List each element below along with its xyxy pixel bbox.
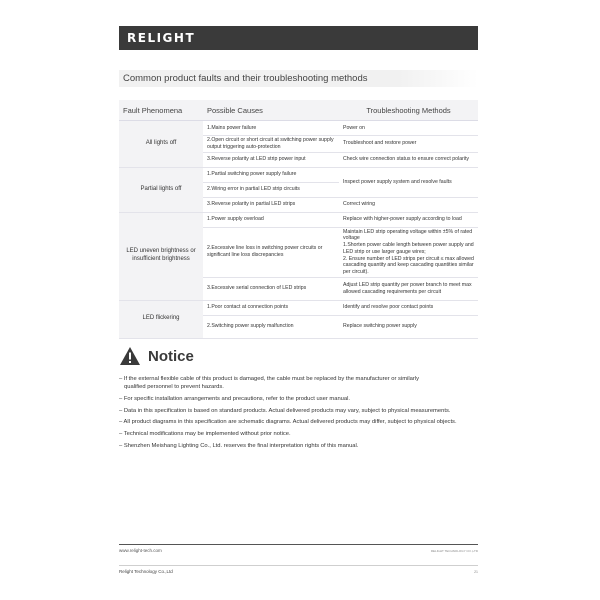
- possible-cause: 1.Power supply overload: [203, 212, 339, 227]
- troubleshooting-method: Replace with higher-power supply according to load: [339, 212, 478, 227]
- troubleshooting-method: Replace switching power supply: [339, 315, 478, 338]
- footer-fine-print: RELIGHT TECHNOLOGY CO.,LTD: [430, 549, 478, 553]
- troubleshooting-method: Check wire connection status to ensure correct polarity: [339, 152, 478, 167]
- footer-company-name: Relight Technology Co.,Ltd: [119, 569, 173, 574]
- notice-item: – Shenzhen Meishang Lighting Co., Ltd. reserves the final interpretation rights of this manual.: [119, 442, 359, 449]
- table-row: [119, 212, 478, 227]
- notice-item-text: – If the external flexible cable of this product is damaged, the cable must be replaced by the manufacturer or similarly: [119, 376, 419, 382]
- possible-cause: 1.Partial switching power supply failure: [203, 167, 339, 182]
- table-header-row: [119, 100, 478, 121]
- page-number: 21: [474, 570, 478, 574]
- header-bar: [119, 26, 478, 50]
- troubleshooting-method: [339, 227, 478, 277]
- method-line: 1.Shorten power cable length between power supply and LED strip or use larger gauge wires;: [343, 242, 474, 255]
- possible-cause: 3.Reverse polarity at LED strip power input: [203, 152, 339, 167]
- notice-item: – For specific installation arrangements and precautions, refer to the product user manual.: [119, 395, 351, 402]
- troubleshooting-method: Troubleshoot and restore power: [339, 136, 478, 153]
- table-row: [119, 167, 478, 182]
- notice-heading: [119, 344, 194, 368]
- table-row: [119, 121, 478, 136]
- header-fault-phenomena: Fault Phenomena: [119, 100, 203, 121]
- footer-divider: [119, 544, 478, 545]
- table-row: [119, 300, 478, 315]
- notice-item: [119, 375, 484, 391]
- possible-cause: 2.Wiring error in partial LED strip circuits: [203, 182, 339, 197]
- method-line: 2. Ensure number of LED strips per circuit ≤ max allowed cascading quantity and keep cascading quantities similar per circuit).: [343, 255, 474, 275]
- troubleshooting-method: Adjust LED strip quantity per power branch to meet max allowed cascading requirements per circuit: [339, 277, 478, 300]
- fault-phenomenon: LED flickering: [119, 300, 203, 338]
- notice-item: – Data in this specification is based on standard products. Actual delivered products may vary, subject to physical measurements.: [119, 407, 451, 414]
- troubleshooting-table: [119, 100, 478, 339]
- header-troubleshooting-methods: Troubleshooting Methods: [339, 100, 478, 121]
- notice-title: Notice: [148, 347, 194, 365]
- section-title: Common product faults and their troubleshooting methods: [123, 73, 368, 84]
- possible-cause: 3.Reverse polarity in partial LED strips: [203, 197, 339, 212]
- warning-icon: [119, 346, 141, 366]
- troubleshooting-method: Power on: [339, 121, 478, 136]
- troubleshooting-method: Inspect power supply system and resolve faults: [339, 167, 478, 197]
- possible-cause: 1.Poor contact at connection points: [203, 300, 339, 315]
- notice-item: – All product diagrams in this specification are schematic diagrams. Actual delivered products may differ, subject to physical objects.: [119, 419, 457, 426]
- notice-item-continuation: qualified personnel to prevent hazards.: [124, 384, 224, 390]
- brand-logo: RELIGHT: [127, 31, 196, 45]
- possible-cause: 2.Excessive line loss in switching power circuits or significant line loss discrepancies: [203, 227, 339, 277]
- possible-cause: 1.Mains power failure: [203, 121, 339, 136]
- method-line: Maintain LED strip operating voltage within ±5% of rated voltage: [343, 228, 473, 242]
- footer-website: www.relight-tech.com: [119, 548, 162, 553]
- troubleshooting-method: Identify and resolve poor contact points: [339, 300, 478, 315]
- possible-cause: 2.Switching power supply malfunction: [203, 315, 339, 338]
- footer-divider-secondary: [119, 565, 478, 566]
- notice-list: [119, 375, 484, 454]
- notice-item: – Technical modifications may be implemented without prior notice.: [119, 431, 291, 438]
- section-title-bar: [119, 70, 478, 87]
- fault-phenomenon: Partial lights off: [119, 167, 203, 212]
- header-possible-causes: Possible Causes: [203, 100, 339, 121]
- fault-phenomenon: LED uneven brightness or insufficient brightness: [119, 212, 203, 300]
- troubleshooting-method: Correct wiring: [339, 197, 478, 212]
- fault-phenomenon: All lights off: [119, 121, 203, 168]
- possible-cause: 2.Open circuit or short circuit at switching power supply output triggering auto-protection: [203, 136, 339, 153]
- possible-cause: 3.Excessive serial connection of LED strips: [203, 277, 339, 300]
